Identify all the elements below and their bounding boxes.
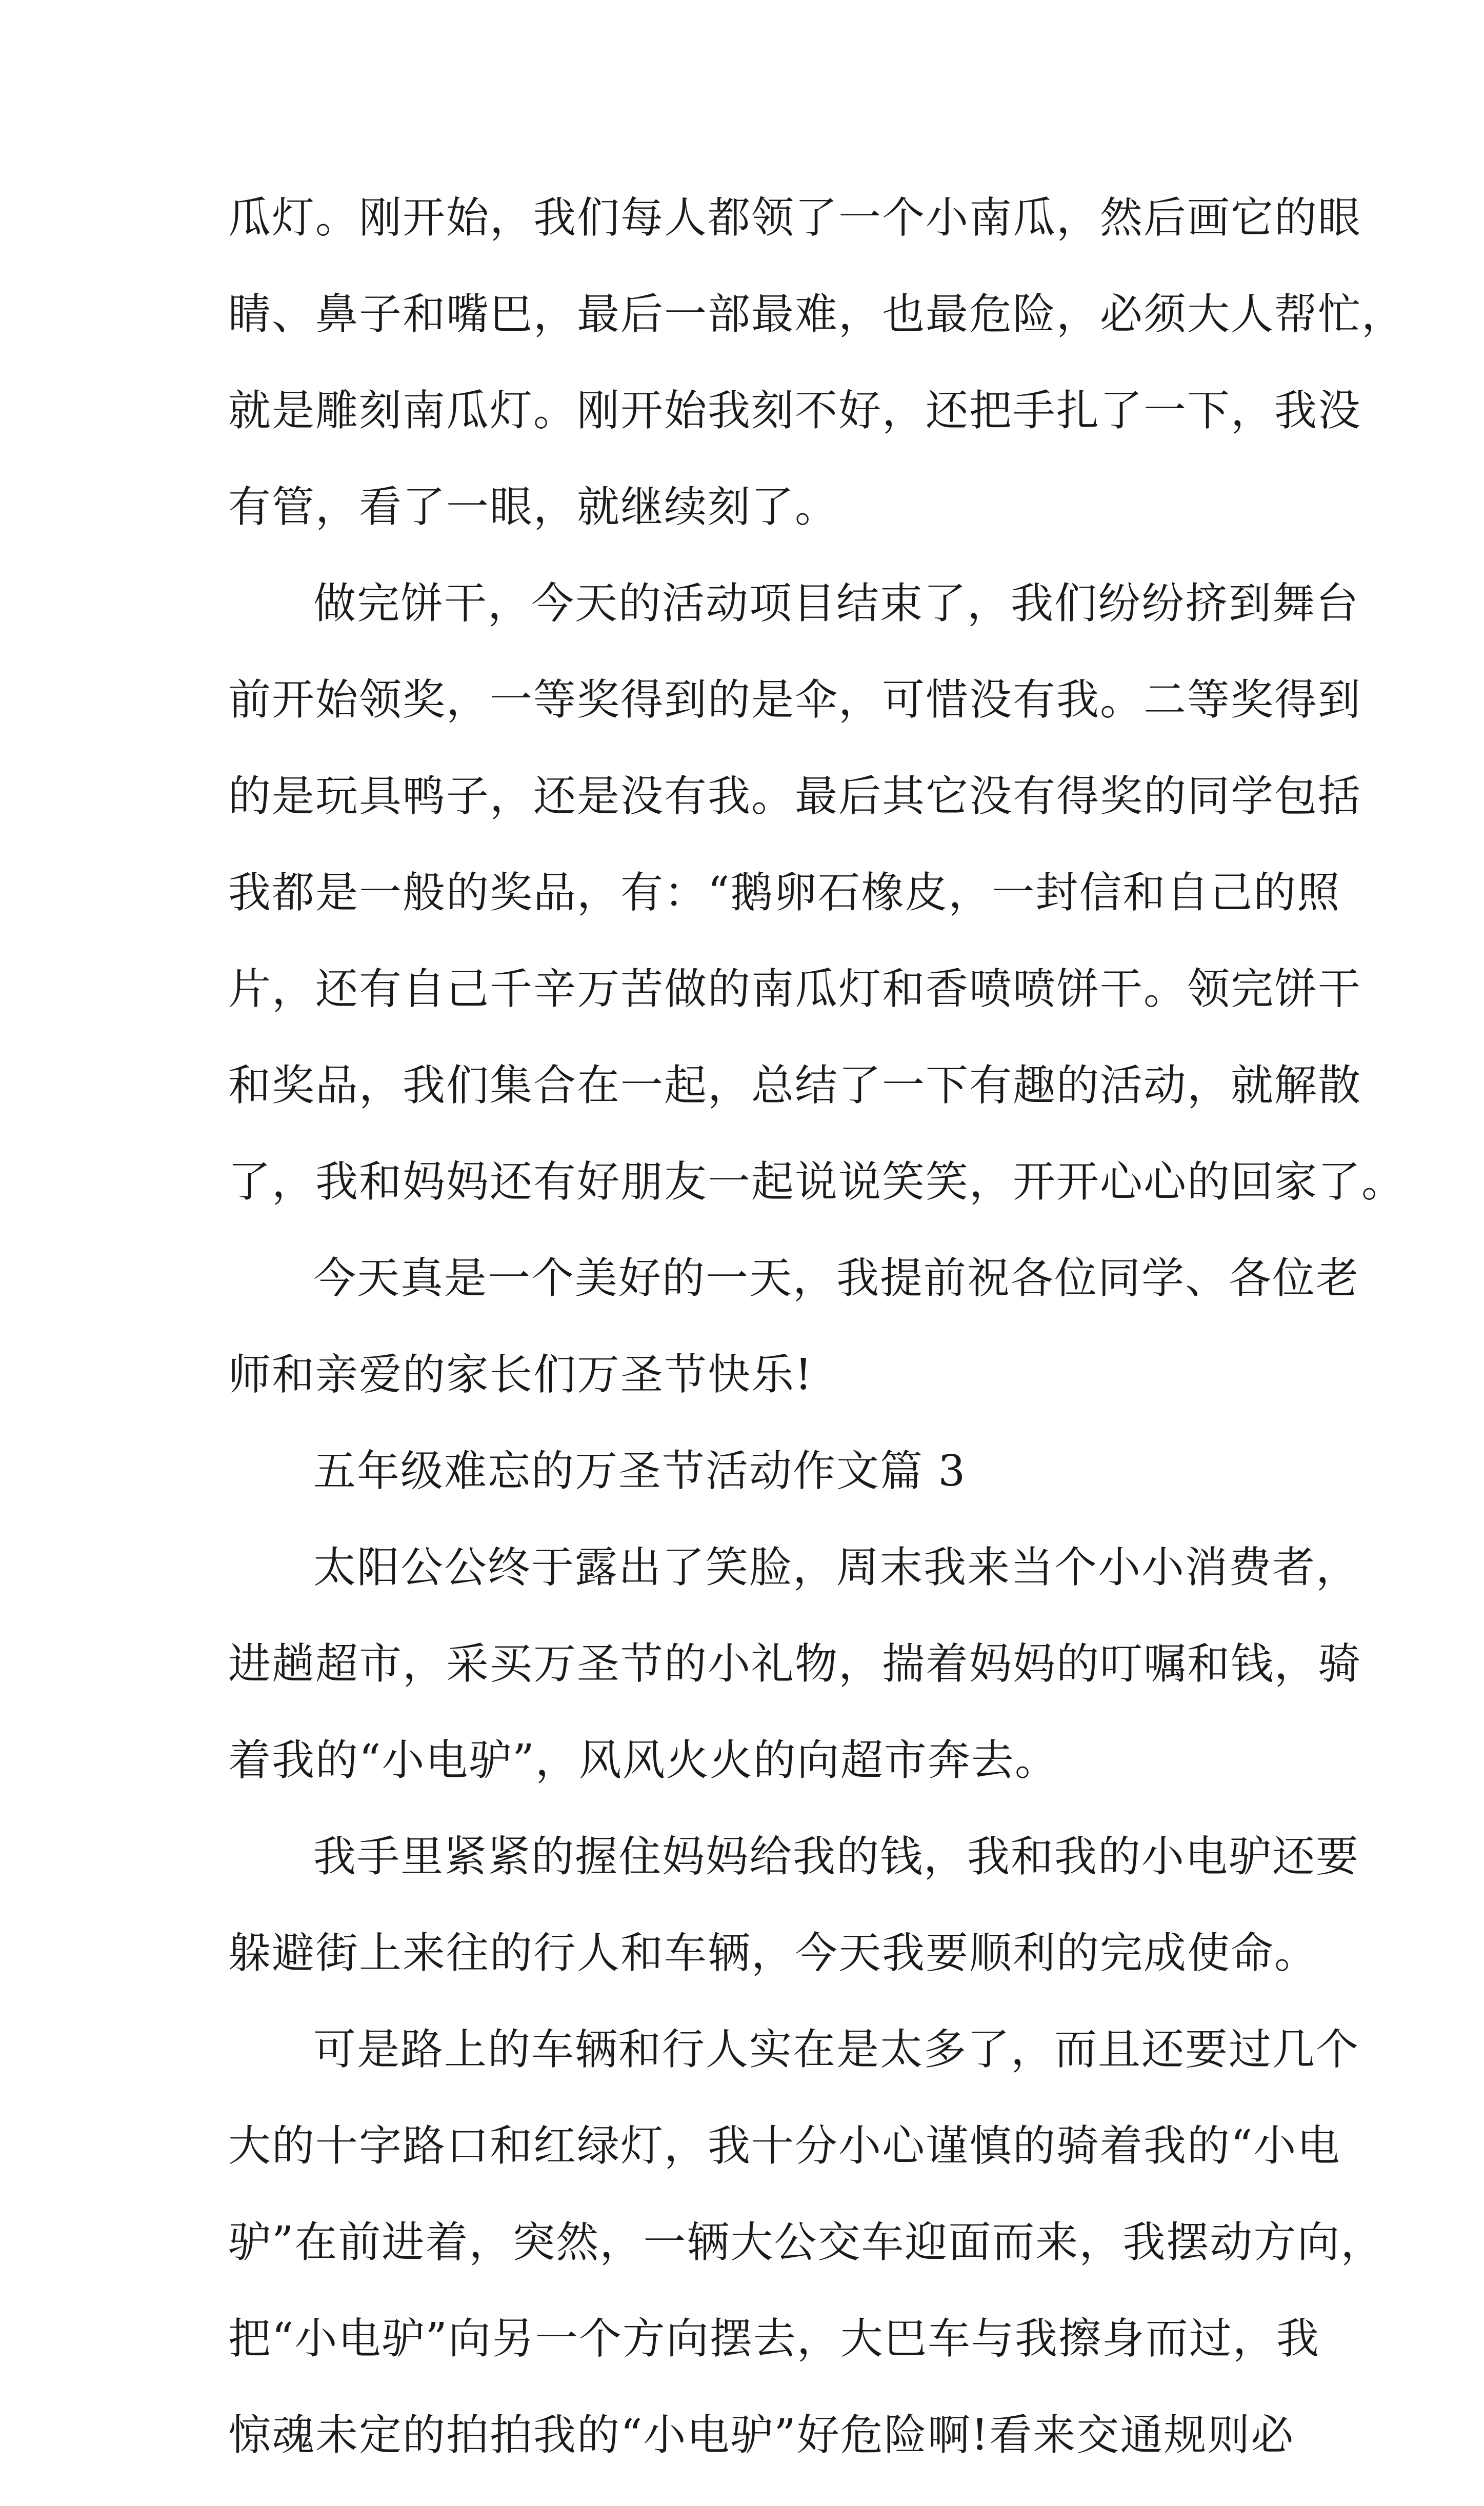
text-line: 师和亲爱的家长们万圣节快乐!	[228, 1350, 813, 1399]
text-line: 了，我和妈妈还有好朋友一起说说笑笑，开开心心的回家了。	[228, 1157, 1405, 1207]
text-line: 的是玩具鸭子，还是没有我。最后其它没有得奖的同学包括	[228, 771, 1361, 821]
text-line: 太阳公公终于露出了笑脸，周末我来当个小小消费者，	[313, 1542, 1359, 1592]
text-line: 进趟超市，采买万圣节的小礼物，揣着妈妈的叮嘱和钱，骑	[228, 1639, 1361, 1689]
text-line: 驴”在前进着，突然，一辆大公交车迎面而来，我摆动方向，	[228, 2217, 1385, 2267]
text-line: 瓜灯。刚开始，我们每人都领了一个小南瓜，然后画它的眼	[228, 193, 1361, 243]
text-line: 睛、鼻子和嘴巴，最后一部最难，也最危险，必须大人帮忙，	[228, 289, 1405, 339]
text-line: 片，还有自己千辛万苦做的南瓜灯和香喷喷饼干。领完饼干	[228, 964, 1361, 1014]
text-line: 我都是一般的奖品，有：“鹅卵石橡皮，一封信和自己的照	[228, 868, 1341, 917]
text-line: 有管，看了一眼，就继续刻了。	[228, 482, 838, 532]
text-line: 着我的“小电驴”，风风火火的向超市奔去。	[228, 1735, 1058, 1785]
text-line: 惊魂未定的拍拍我的“小电驴”好危险啊!看来交通规则必	[228, 2410, 1295, 2460]
document-body	[228, 192, 1405, 2506]
text-line: 就是雕刻南瓜灯。刚开始我刻不好，还把手扎了一下，我没	[228, 386, 1361, 435]
text-line: 五年级难忘的万圣节活动作文篇 3	[313, 1446, 967, 1496]
text-line: 今天真是一个美好的一天，我提前祝各位同学、各位老	[313, 1253, 1359, 1303]
text-line: 大的十字路口和红绿灯，我十分小心谨慎的骑着我的“小电	[228, 2121, 1341, 2171]
text-line: 躲避街上来往的行人和车辆，今天我要顺利的完成使命。	[228, 1928, 1318, 1978]
text-line: 前开始领奖，一等奖得到的是伞，可惜没有我。二等奖得到	[228, 675, 1361, 725]
text-line: 和奖品，我们集合在一起，总结了一下有趣的活动，就解散	[228, 1060, 1361, 1110]
text-line: 把“小电驴”向另一个方向摆去，大巴车与我擦身而过，我	[228, 2314, 1320, 2363]
text-line: 做完饼干，今天的活动项目结束了，我们纷纷挤到舞台	[313, 578, 1359, 628]
text-line: 我手里紧紧的握住妈妈给我的钱，我和我的小电驴还要	[313, 1832, 1359, 1881]
text-line: 可是路上的车辆和行人实在是太多了，而且还要过几个	[313, 2024, 1359, 2074]
